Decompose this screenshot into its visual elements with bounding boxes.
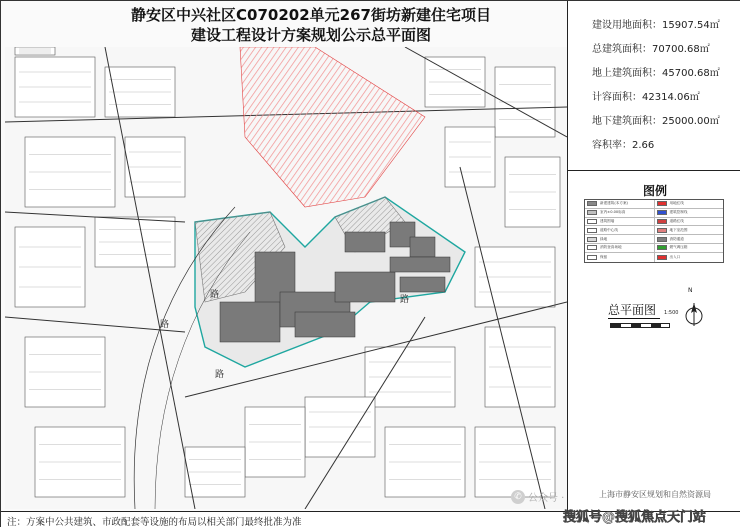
building-footprint	[345, 232, 385, 252]
info-panel	[567, 1, 740, 511]
legend-row	[585, 244, 723, 253]
legend-label: 绿地	[600, 236, 608, 241]
street-label-1: 路	[210, 290, 220, 300]
street-label-2: 路	[400, 295, 410, 305]
legend-item	[655, 200, 724, 208]
legend-swatch	[587, 219, 597, 224]
legend-item	[585, 200, 655, 208]
legend-row	[585, 209, 723, 218]
stat-land-area: 建设用地面积：15907.54㎡	[592, 20, 720, 31]
legend-label: 新建建筑(本方案)	[600, 201, 628, 206]
title-line-2: 建设工程设计方案规划公示总平面图	[190, 26, 431, 44]
legend-swatch	[657, 210, 667, 215]
legend-table	[584, 199, 724, 263]
legend-swatch	[587, 255, 597, 260]
legend-title: 图例	[642, 184, 667, 198]
legend-item	[585, 253, 655, 262]
north-arrow-icon	[685, 301, 703, 327]
building-footprint	[220, 302, 280, 342]
street-label-4: 路	[215, 370, 225, 380]
wechat-watermark: ✆ 公众号 ·	[511, 489, 564, 504]
scale-bar	[610, 323, 670, 328]
sohu-watermark: 搜狐号@搜狐焦点天门站	[563, 510, 707, 525]
scale-label: 1:500	[664, 310, 679, 316]
legend-label: 道路红线	[669, 218, 684, 223]
legend-label: 建筑围墙	[600, 218, 615, 223]
title-line-1: 静安区中兴社区C070202单元267街坊新建住宅项目	[131, 6, 491, 24]
building-footprint	[295, 312, 355, 337]
legend-row	[585, 253, 723, 262]
legend-swatch	[657, 245, 667, 250]
legend-label: 地下室范围	[669, 227, 688, 232]
building-footprint	[400, 277, 445, 292]
legend-swatch	[587, 245, 597, 250]
legend-row	[585, 200, 723, 209]
legend-item	[655, 209, 724, 217]
legend-label: 用地红线	[669, 201, 684, 206]
plan-title-block	[608, 299, 678, 319]
building-footprint	[335, 272, 395, 302]
legend-label: 消防登高场地	[600, 245, 622, 250]
street-label-3: 路	[160, 320, 170, 330]
legend-item	[655, 218, 724, 226]
legend-item	[655, 226, 724, 234]
legend-label: 建筑控制线	[669, 210, 688, 215]
legend-swatch	[587, 201, 597, 206]
stat-plot-ratio: 容积率：2.66	[592, 140, 655, 151]
statistics-box	[568, 1, 740, 171]
legend-row	[585, 235, 723, 244]
site-plan-map[interactable]	[5, 47, 567, 509]
north-label: N	[688, 287, 693, 294]
legend-item	[585, 226, 655, 234]
legend-label: 室内±0.00标高	[600, 210, 626, 215]
legend-item	[655, 244, 724, 252]
building-footprint	[410, 237, 435, 257]
legend-label: 保留	[600, 254, 608, 259]
legend-swatch	[587, 237, 597, 242]
title-block	[101, 5, 521, 45]
legend-swatch	[657, 237, 667, 242]
legend-item	[585, 218, 655, 226]
legend-label: 消防通道	[669, 236, 684, 241]
stat-above-ground-area: 地上建筑面积：45700.68㎡	[592, 68, 720, 79]
legend-label: 燃气调压箱	[669, 245, 688, 250]
legend-label: 出入口	[669, 254, 681, 259]
site-plan-canvas	[5, 47, 567, 509]
stat-underground-area: 地下建筑面积：25000.00㎡	[592, 116, 720, 127]
authority-stamp: 上海市静安区规划和自然资源局	[599, 490, 711, 499]
legend-swatch	[657, 228, 667, 233]
footer-note: 注：方案中公共建筑、市政配套等设施的布局以相关部门最终批准为准	[7, 517, 302, 527]
legend-item	[655, 235, 724, 243]
legend-swatch	[587, 228, 597, 233]
legend-swatch	[657, 219, 667, 224]
plan-title: 总平面图	[608, 301, 660, 319]
stat-total-area: 总建筑面积：70700.68㎡	[592, 44, 710, 55]
legend-row	[585, 218, 723, 227]
legend-item	[585, 235, 655, 243]
legend-item	[585, 244, 655, 252]
legend-swatch	[657, 255, 667, 260]
building-footprint	[390, 257, 450, 272]
legend-label: 道路中心线	[600, 227, 618, 232]
wechat-icon: ✆	[511, 490, 525, 504]
legend-row	[585, 226, 723, 235]
legend-item	[585, 209, 655, 217]
legend-swatch	[587, 210, 597, 215]
legend-item	[655, 253, 724, 262]
legend-swatch	[657, 201, 667, 206]
stat-far-area: 计容面积：42314.06㎡	[592, 92, 700, 103]
